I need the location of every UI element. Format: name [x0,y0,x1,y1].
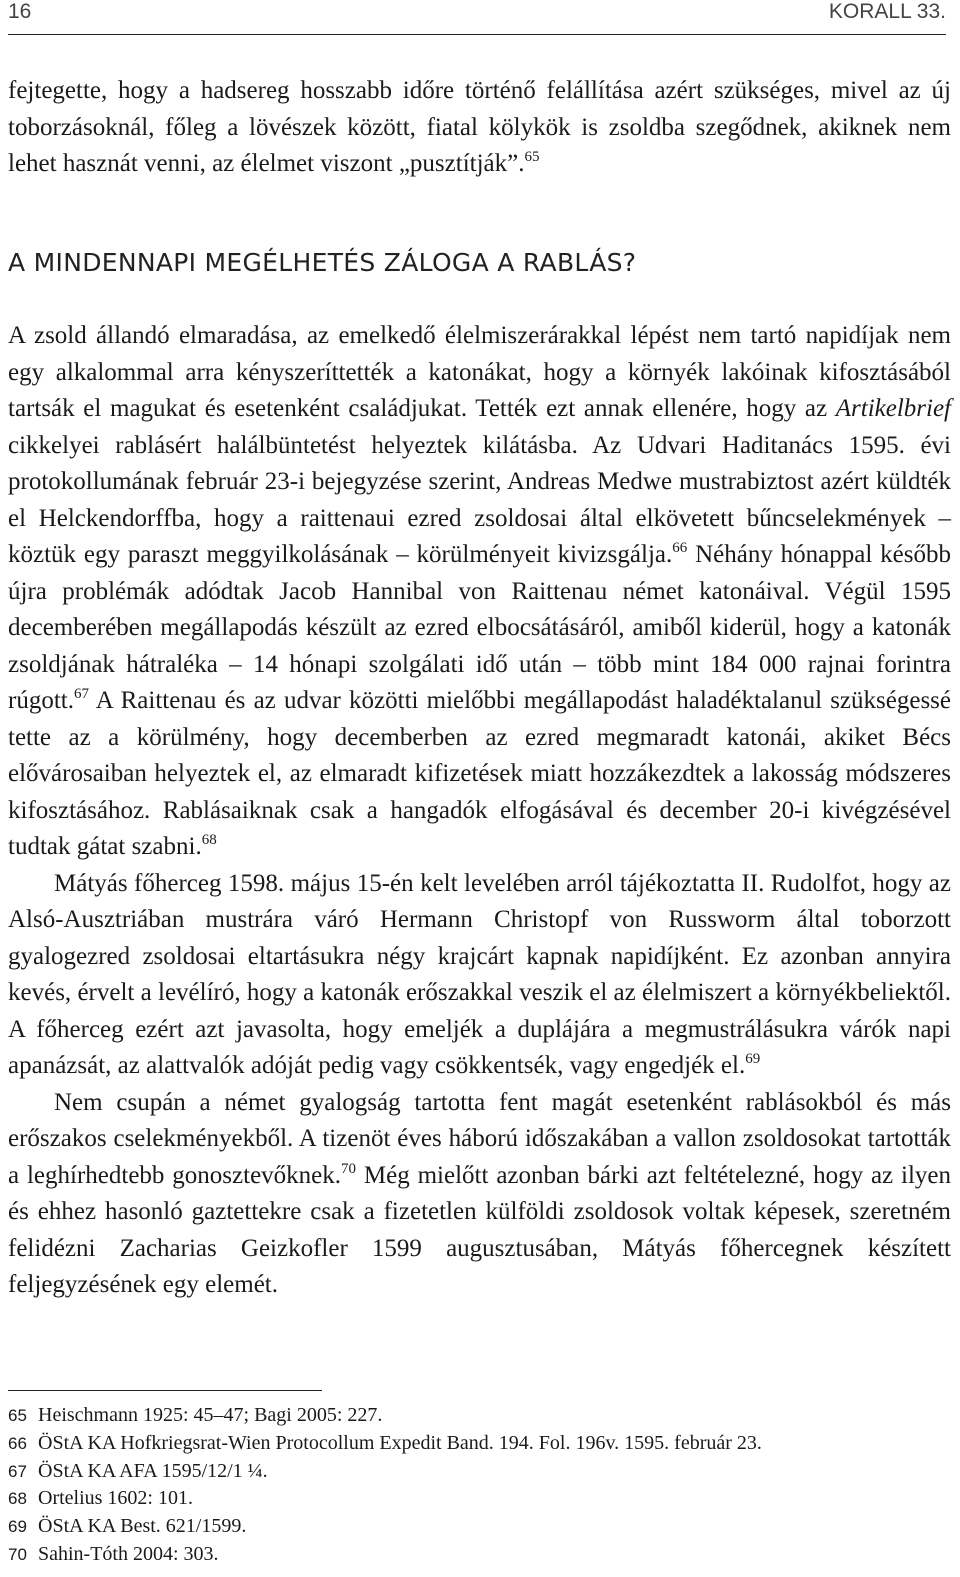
footnote-text: Heischmann 1925: 45–47; Bagi 2005: 227. [38,1404,383,1426]
footnote [8,1402,762,1430]
footnote-number: 68 [8,1489,27,1509]
footnote-ref-70[interactable]: 70 [341,1160,357,1177]
footnote [8,1430,762,1458]
footnotes [8,1402,762,1569]
footnote-text: ÖStA KA AFA 1595/12/1 ¼. [38,1459,268,1482]
section-body [8,318,951,1304]
footnote [8,1458,762,1486]
footnote-text: Sahin-Tóth 2004: 303. [38,1542,219,1565]
intro-paragraph [8,73,951,183]
footnote-number: 67 [8,1461,27,1481]
footnote-separator [8,1390,322,1391]
running-header [8,0,946,35]
footnote-ref-67[interactable]: 67 [73,686,89,702]
footnote-number: 66 [8,1433,27,1453]
footnote-number: 69 [8,1517,27,1537]
artikelbrief-term: Artikelbrief [835,395,951,422]
paragraph-3-text-a: Nem csupán a német gyalogság tartotta fent magát esetenként rablásokból és más erőszakos cselekményekből. A tizenöt éves háború időszakában a vallon zsoldosokat tartották a leghírhedtebb gonosztevőknek. [8,1088,951,1189]
body-paragraph-1 [8,318,951,866]
body-paragraph-2 [8,866,951,1085]
paragraph-3-text-b: Még mielőtt azonban bárki azt feltételezné, hogy az ilyen és ehhez hasonló gaztettekre csak a fizetetlen külföldi zsoldosok voltak képesek, szeretném felidézni Zacharias Geizkofler 1599 augusztusában, Mátyás főhercegnek készített feljegyzésének egy elemét. [8,1161,952,1298]
footnote [8,1513,762,1541]
main-text [8,73,951,183]
footnote-text: ÖStA KA Hofkriegsrat-Wien Protocollum Expedit Band. 194. Fol. 196v. 1595. február 23. [38,1431,762,1454]
section-heading: A MINDENNAPI MEGÉLHETÉS ZÁLOGA A RABLÁS? [8,248,637,277]
footnote-number: 70 [8,1544,27,1564]
footnote-text: ÖStA KA Best. 621/1599. [38,1515,247,1538]
intro-text: fejtegette, hogy a hadsereg hosszabb időre történő felállítása azért szükséges, mivel az új toborzásoknál, főleg a lövészek között, fiatal kölykök is zsoldba szegődnek, akiknek nem lehet hasznát venni, az élelmet viszont „pusztítják”. [8,77,951,177]
paragraph-1-text-c: Néhány hónappal később újra problémák adódtak Jacob Hannibal von Raittenau német katonáival. Végül 1595 decemberében megállapodás készült az ezred elbocsátásáról, amiből kiderül, hogy a katonák zsoldjának hátraléka – 14 hónapi szolgálati idő után – több mint 184 000 rajnai forintra rúgott. [8,541,951,714]
footnote-ref-66[interactable]: 66 [672,540,688,556]
paragraph-1-text-d: A Raittenau és az udvar közötti mielőbbi megállapodást haladéktalanul szükségessé tette az a körülmény, hogy decemberben az ezred megmaradt katonái, akiket Bécs elővárosaiban helyeztek el, az elmaradt kifizetések miatt hozzákezdtek a lakosság módszeres kifosztásához. Rablásaiknak csak a hangadók elfogásával és december 20-i kivégzésével tudtak gátat szabni. [8,687,951,860]
footnote [8,1541,762,1569]
footnote-ref-65[interactable]: 65 [524,149,540,165]
footnote-number: 65 [8,1406,27,1425]
journal-title: KORALL 33. [828,0,946,23]
body-paragraph-3 [8,1085,951,1304]
page-number: 16 [8,0,32,23]
footnote-ref-68[interactable]: 68 [201,832,217,848]
footnote-ref-69[interactable]: 69 [745,1051,761,1067]
footnote-text: Ortelius 1602: 101. [38,1487,193,1510]
footnote [8,1485,762,1513]
paragraph-2-text: Mátyás főherceg 1598. május 15-én kelt levelében arról tájékoztatta II. Rudolfot, hogy az Alsó-Ausztriában mustrára váró Hermann Christopf von Russworm által toborzott gyalogezred zsoldosai eltartásukra négy krajcárt kapnak napidíjként. Ez azonban annyira kevés, érvelt a levélíró, hogy a katonák erőszakkal veszik el az élelmiszert a környékbeliektől. A főherceg ezért azt javasolta, hogy emeljék a duplájára a megmustrálásukra várók napi apanázsát, az alattvalók adóját pedig vagy csökkentsék, vagy engedjék el. [8,869,951,1079]
paragraph-1-text-b: cikkelyei rablásért halálbüntetést helyeztek kilátásba. Az Udvari Haditanács 1595. évi protokollumának február 23-i bejegyzése szerint, Andreas Medwe mustrabiztost azért küldték el Helckendorffba, hogy a raittenaui ezred zsoldosai által elkövetett bűncselekmények – köztük egy paraszt meggyilkolásának – körülményeit kivizsgálja. [8,431,951,568]
paragraph-1-text-a: A zsold állandó elmaradása, az emelkedő élelmiszerárakkal lépést nem tartó napidíjak nem egy alkalommal arra kényszeríttették a katonákat, hogy a környék lakóinak kifosztásából tartsák el magukat és esetenként családjukat. Tették ezt annak ellenére, hogy az [8,322,951,422]
